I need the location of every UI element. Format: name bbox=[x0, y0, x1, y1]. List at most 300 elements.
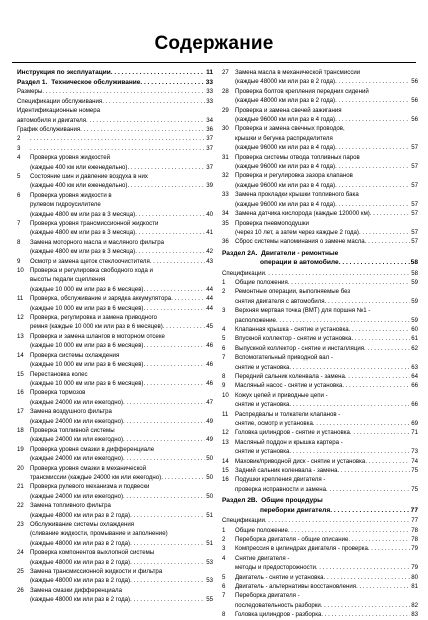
toc-entry-text: (каждые 4800 км или раз в 3 месяца) bbox=[30, 210, 136, 218]
toc-page-number: 41 bbox=[206, 229, 213, 237]
dot-leader bbox=[370, 209, 410, 218]
toc-page-number: 45 bbox=[206, 323, 213, 331]
toc-page-number: 49 bbox=[206, 417, 213, 425]
page-title: Содержание bbox=[154, 33, 274, 54]
toc-entry-text: (каждые 48000 км или раз в 2 года) bbox=[30, 539, 131, 547]
toc-entry bbox=[222, 124, 418, 152]
toc-entry-line bbox=[17, 445, 213, 454]
toc-entry-body bbox=[222, 516, 418, 525]
toc-page-number: 77 bbox=[411, 517, 418, 525]
toc-entry-text: Спецификации bbox=[222, 517, 265, 525]
toc-entry-text: Спецификации обслуживания bbox=[17, 97, 103, 105]
toc-entry-body bbox=[17, 68, 213, 77]
toc-entry-text: (каждые 4800 км или раз в 3 месяца) bbox=[30, 229, 136, 237]
section-title: операции в автомобиле bbox=[260, 259, 339, 267]
toc-entry-text: Проверка и замена свечных проводов, bbox=[235, 125, 345, 133]
toc-page-number: 56 bbox=[411, 97, 418, 105]
dot-leader bbox=[123, 435, 205, 444]
dot-leader bbox=[143, 341, 205, 350]
toc-entry-number: 2 bbox=[222, 288, 226, 296]
section-heading bbox=[222, 249, 418, 268]
toc-entry-line bbox=[222, 419, 418, 428]
toc-entry-text: Перестановка колес bbox=[30, 370, 88, 378]
toc-entry bbox=[17, 144, 213, 153]
toc-entry bbox=[222, 306, 418, 325]
toc-page-number: 59 bbox=[411, 297, 418, 305]
toc-page-number: 40 bbox=[206, 210, 213, 218]
dot-leader bbox=[143, 379, 205, 388]
toc-entry-line bbox=[222, 554, 418, 563]
toc-entry-body bbox=[235, 181, 418, 190]
toc-entry-text: (каждые 24000 км или ежегодно) bbox=[30, 492, 124, 500]
toc-entry-text: Двигатель - снятие и установка bbox=[235, 573, 324, 581]
dot-leader bbox=[30, 134, 205, 143]
dot-leader bbox=[342, 381, 410, 390]
toc-entry-body bbox=[235, 535, 418, 544]
toc-entry bbox=[222, 381, 418, 390]
toc-entry bbox=[222, 237, 418, 246]
toc-entry-text: (каждые 48000 км или раз в 2 года) bbox=[30, 558, 131, 566]
toc-entry-text: (каждые 96000 км или раз в 4 года) bbox=[235, 200, 336, 208]
toc-entry-text: Проверка и регулировка свободного хода и bbox=[30, 267, 153, 275]
toc-page-number: 78 bbox=[411, 535, 418, 543]
toc-entry-text: Впускной коллектор - снятие и установка bbox=[235, 335, 352, 343]
toc-entry-number: 13 bbox=[17, 332, 24, 340]
toc-page-number: 78 bbox=[411, 526, 418, 534]
toc-entry-text: Выпускной коллектор - снятие и инсталляция bbox=[235, 344, 365, 352]
toc-entry-number: 23 bbox=[17, 521, 24, 528]
dot-leader bbox=[102, 97, 205, 106]
toc-page-number: 57 bbox=[411, 181, 418, 189]
toc-entry-text: высоты педали сцепления bbox=[30, 276, 106, 284]
toc-entry-line bbox=[222, 228, 418, 237]
toc-entry bbox=[222, 334, 418, 343]
toc-entry bbox=[17, 407, 213, 426]
toc-entry-body bbox=[30, 228, 213, 237]
toc-entry-text: Замена масла в механической трансмиссии bbox=[235, 69, 361, 76]
toc-entry-text: Масляный поддон и крышка картера - bbox=[235, 438, 343, 446]
toc-page-number: 62 bbox=[411, 344, 418, 352]
toc-entry-text: Маховик/приводной диск - снятие и установка bbox=[235, 457, 366, 465]
toc-entry-text: Двигатель - альтернативы восстановления bbox=[235, 582, 357, 590]
toc-entry-line bbox=[222, 475, 418, 484]
toc-entry-text: Общие положения bbox=[235, 278, 288, 286]
dot-leader bbox=[140, 78, 204, 87]
toc-entry-text: Замена воздушного фильтра bbox=[30, 408, 112, 416]
toc-entry bbox=[222, 209, 418, 218]
toc-entry-body bbox=[235, 381, 418, 390]
toc-entry bbox=[17, 445, 213, 464]
toc-entry bbox=[222, 410, 418, 429]
section-heading bbox=[222, 496, 418, 515]
toc-entry-text: Замена датчика кислорода (каждые 120000 км) bbox=[235, 210, 370, 218]
toc-entry-text: Головка цилиндров - снятие и установка bbox=[235, 429, 350, 437]
toc-entry bbox=[17, 388, 213, 407]
toc-entry-line bbox=[17, 482, 213, 491]
toc-page-number: 71 bbox=[411, 429, 418, 437]
toc-entry-line bbox=[17, 388, 213, 397]
section-body bbox=[260, 506, 418, 515]
dot-leader bbox=[163, 322, 205, 331]
toc-entry-number: 12 bbox=[17, 314, 24, 322]
toc-entry bbox=[222, 535, 418, 544]
toc-entry-body bbox=[30, 473, 213, 482]
toc-entry bbox=[17, 304, 213, 313]
toc-entry-body bbox=[30, 163, 213, 172]
dot-leader bbox=[339, 258, 410, 267]
toc-entry bbox=[17, 97, 213, 106]
toc-entry bbox=[17, 379, 213, 388]
dot-leader bbox=[135, 247, 205, 256]
toc-entry-line bbox=[222, 391, 418, 400]
section-title: Техническое обслуживание bbox=[51, 78, 141, 86]
dot-leader bbox=[338, 466, 411, 475]
toc-entry-text: Проверка тормозов bbox=[30, 389, 86, 397]
toc-entry-text: трансмиссии (каждые 24000 км или ежегодно) bbox=[30, 473, 162, 481]
toc-page-number: 82 bbox=[411, 601, 418, 609]
toc-entry-body bbox=[235, 563, 418, 572]
toc-entry-line bbox=[222, 591, 418, 600]
toc-entry bbox=[222, 344, 418, 353]
toc-entry-line bbox=[17, 294, 213, 303]
toc-entry-line: Идентификационные номера bbox=[17, 107, 101, 115]
toc-entry-line bbox=[222, 601, 418, 610]
toc-entry bbox=[17, 482, 213, 501]
toc-entry-text: Клапанная крышка - снятие и установка bbox=[235, 325, 349, 333]
toc-entry-body bbox=[235, 297, 418, 306]
toc-entry-number: 33 bbox=[222, 191, 229, 199]
section-number: Раздел 2А. bbox=[222, 249, 262, 257]
toc-page-number: 37 bbox=[206, 135, 213, 143]
toc-entry-line bbox=[17, 351, 213, 360]
toc-entry-text: последовательность разборки bbox=[235, 601, 321, 609]
toc-entry bbox=[222, 278, 418, 287]
dot-leader bbox=[80, 125, 205, 134]
toc-entry bbox=[17, 548, 213, 567]
toc-page-number: 50 bbox=[206, 473, 213, 481]
dot-leader bbox=[30, 144, 205, 153]
toc-entry-body bbox=[17, 97, 213, 106]
toc-page-number: 61 bbox=[411, 335, 418, 343]
toc-entry-line bbox=[17, 464, 213, 473]
dot-leader bbox=[313, 419, 410, 428]
dot-leader bbox=[288, 278, 410, 287]
toc-entry-number: 3 bbox=[222, 307, 226, 315]
dot-leader bbox=[265, 516, 410, 525]
toc-entry-text: Проверка и замена свечей зажигания bbox=[235, 106, 342, 114]
toc-entry-text: (каждые 96000 км или раз в 4 года) bbox=[235, 116, 336, 124]
dot-leader bbox=[316, 563, 410, 572]
toc-entry bbox=[17, 172, 213, 191]
toc-entry bbox=[17, 370, 213, 379]
toc-entry-body bbox=[235, 200, 418, 209]
toc-entry-text: расположение bbox=[235, 316, 276, 324]
toc-entry-text: Размеры bbox=[17, 88, 43, 96]
toc-entry-text: Переборка двигателя - общие описание bbox=[235, 535, 349, 543]
toc-entry-text: Головка цилиндров - разборка bbox=[235, 611, 322, 619]
toc-entry-text: (каждые 24000 км или ежегодно) bbox=[30, 436, 124, 444]
toc-entry-line bbox=[222, 353, 418, 362]
toc-entry-line bbox=[17, 210, 213, 219]
toc-page-number: 51 bbox=[206, 539, 213, 547]
toc-page-number: 51 bbox=[206, 511, 213, 519]
toc-entry-text: автомобиля и двигателя bbox=[17, 116, 87, 124]
toc-entry-text: (каждые 10 000 км или раз в 6 месяцев) bbox=[30, 379, 144, 387]
toc-entry bbox=[222, 544, 418, 553]
toc-page-number: 44 bbox=[206, 285, 213, 293]
toc-entry-line bbox=[17, 379, 213, 388]
toc-entry bbox=[17, 520, 213, 548]
toc-entry-text: (каждые 10 000 км или раз в 6 месяцев) bbox=[30, 361, 144, 369]
toc-entry-body bbox=[235, 325, 418, 334]
toc-entry-line bbox=[17, 275, 213, 284]
toc-entry-text: снятие и установка bbox=[235, 363, 290, 371]
toc-page-number: 57 bbox=[411, 163, 418, 171]
toc-entry-body bbox=[30, 417, 213, 426]
toc-entry-line bbox=[17, 172, 213, 181]
dot-leader bbox=[289, 400, 410, 409]
section-heading-line bbox=[222, 258, 418, 267]
toc-entry-line bbox=[222, 287, 418, 296]
toc-entry-number: 14 bbox=[222, 457, 229, 465]
toc-entry-number: 22 bbox=[17, 502, 24, 510]
toc-entry bbox=[222, 526, 418, 535]
toc-entry-line bbox=[17, 313, 213, 322]
toc-entry bbox=[17, 87, 213, 96]
toc-entry-line bbox=[17, 238, 213, 247]
toc-entry-line bbox=[17, 539, 213, 548]
toc-entry-number: 5 bbox=[222, 573, 226, 581]
toc-entry-number: 14 bbox=[17, 351, 24, 359]
toc-entry bbox=[222, 68, 418, 87]
toc-entry bbox=[222, 372, 418, 381]
toc-page-number: 60 bbox=[411, 325, 418, 333]
toc-entry-text: (каждые 48000 км или раз в 2 года) bbox=[235, 97, 336, 105]
toc-entry-number: 4 bbox=[222, 325, 226, 333]
dot-leader bbox=[324, 573, 411, 582]
dot-leader bbox=[335, 162, 410, 171]
dot-leader bbox=[289, 363, 410, 372]
toc-entry bbox=[17, 351, 213, 370]
dot-leader bbox=[130, 595, 205, 604]
toc-entry-line bbox=[222, 573, 418, 582]
toc-page-number: 39 bbox=[206, 182, 213, 190]
toc-entry bbox=[222, 287, 418, 306]
toc-entry bbox=[222, 353, 418, 372]
toc-page-number: 50 bbox=[206, 455, 213, 463]
toc-entry bbox=[17, 332, 213, 351]
dot-leader bbox=[127, 163, 205, 172]
toc-page-number: 57 bbox=[411, 144, 418, 152]
toc-entry-line bbox=[17, 576, 213, 585]
dot-leader bbox=[135, 210, 205, 219]
toc-entry-line bbox=[17, 586, 213, 595]
toc-entry-text: Осмотр и замена щеток стеклоочистителя bbox=[30, 257, 150, 265]
toc-page-number: 43 bbox=[206, 257, 213, 265]
toc-entry-text: Проверка уровня трансмиссионной жидкости bbox=[30, 220, 159, 227]
toc-entry-text: (каждые 10 000 км или раз в 6 месяцев) bbox=[30, 304, 144, 312]
toc-entry-text: Спецификации bbox=[222, 269, 265, 277]
toc-entry-number: 8 bbox=[222, 611, 226, 619]
toc-entry-text: (каждые 96000 км или раз в 4 года) bbox=[235, 163, 336, 171]
toc-entry bbox=[17, 313, 213, 332]
toc-entry-body bbox=[30, 134, 213, 143]
toc-entry-body bbox=[30, 398, 213, 407]
toc-entry-line bbox=[222, 124, 418, 133]
toc-entry-line bbox=[222, 190, 418, 199]
toc-entry-line bbox=[17, 558, 213, 567]
toc-entry-line bbox=[17, 398, 213, 407]
dot-leader bbox=[321, 610, 410, 619]
toc-entry-number: 5 bbox=[17, 172, 21, 180]
toc-page-number: 49 bbox=[206, 436, 213, 444]
toc-entry-line bbox=[222, 87, 418, 96]
dot-leader bbox=[127, 181, 205, 190]
toc-entry bbox=[222, 106, 418, 115]
toc-entry-line bbox=[222, 381, 418, 390]
toc-entry-line bbox=[222, 68, 418, 77]
toc-entry-line bbox=[17, 435, 213, 444]
toc-entry-body bbox=[235, 457, 418, 466]
toc-entry-number: 26 bbox=[17, 586, 24, 594]
toc-entry-line bbox=[222, 171, 418, 180]
toc-entry-line bbox=[17, 191, 213, 200]
toc-entry-line bbox=[222, 563, 418, 572]
toc-entry-line bbox=[222, 438, 418, 447]
toc-entry-text: Кожух цепей и приводные цепи - bbox=[235, 391, 328, 399]
toc-entry-text: Проверка системы охлаждения bbox=[30, 351, 120, 359]
toc-entry-body bbox=[30, 454, 213, 463]
toc-page-number: 75 bbox=[411, 467, 418, 475]
toc-entry-line bbox=[222, 200, 418, 209]
title-divider bbox=[12, 62, 416, 63]
toc-entry-body bbox=[235, 428, 418, 437]
toc-entry bbox=[222, 391, 418, 410]
toc-entry bbox=[222, 269, 418, 278]
toc-entry-text: Замена топливного фильтра bbox=[30, 502, 111, 510]
toc-entry-text: Проверка рулевого механизма и подвески bbox=[30, 483, 150, 491]
toc-page-number: 73 bbox=[411, 448, 418, 456]
toc-entry-number: 30 bbox=[222, 125, 229, 133]
toc-entry bbox=[222, 573, 418, 582]
toc-page-number: 46 bbox=[206, 342, 213, 350]
toc-entry-text: Передний сальник коленвала - замена bbox=[235, 373, 345, 380]
toc-entry-number: 4 bbox=[222, 554, 226, 562]
toc-entry-body bbox=[235, 77, 418, 86]
toc-entry-line bbox=[222, 297, 418, 306]
toc-entry-body bbox=[235, 582, 418, 591]
toc-entry-text: (каждые 24000 км или ежегодно) bbox=[30, 398, 124, 406]
section-title: Двигатели - ремонтные bbox=[261, 249, 339, 257]
toc-entry-line bbox=[17, 426, 213, 435]
dot-leader bbox=[325, 297, 411, 306]
toc-entry-text: Компрессия в цилиндрах двигателя - проверка bbox=[235, 545, 368, 553]
toc-page-number: 36 bbox=[206, 125, 213, 133]
toc-entry bbox=[222, 115, 418, 124]
toc-entry-line bbox=[17, 417, 213, 426]
toc-page-number: 63 bbox=[411, 363, 418, 371]
toc-entry-text: снятие и установка bbox=[235, 448, 290, 456]
toc-entry-number: 9 bbox=[17, 257, 21, 265]
toc-entry-text: крышки и бегунка распределителя bbox=[235, 134, 333, 142]
toc-entry-body bbox=[235, 544, 418, 553]
toc-entry-number: 7 bbox=[222, 592, 226, 600]
toc-entry-body bbox=[30, 492, 213, 501]
toc-entry-text: Состояние шин и давление воздуха в них bbox=[30, 172, 148, 180]
toc-page-number: 64 bbox=[411, 373, 418, 380]
toc-entry bbox=[222, 582, 418, 591]
toc-entry-body bbox=[30, 539, 213, 548]
toc-entry-text: Замена смазки дифференциала bbox=[30, 586, 122, 594]
toc-entry-line bbox=[17, 219, 213, 228]
toc-entry-line bbox=[17, 116, 213, 125]
toc-entry-line bbox=[17, 181, 213, 190]
toc-entry-text: снятие, осмотр и установка bbox=[235, 420, 313, 428]
toc-entry-line bbox=[17, 304, 213, 313]
toc-entry-text: (каждые 400 км или еженедельно) bbox=[30, 182, 128, 190]
toc-entry-line bbox=[222, 209, 418, 218]
toc-entry bbox=[17, 464, 213, 483]
dot-leader bbox=[161, 473, 205, 482]
toc-entry-body bbox=[235, 419, 418, 428]
dot-leader bbox=[123, 492, 205, 501]
toc-entry-line bbox=[17, 360, 213, 369]
toc-entry-text: Обслуживание системы охлаждения bbox=[30, 521, 135, 528]
dot-leader bbox=[350, 428, 410, 437]
toc-entry-body bbox=[30, 595, 213, 604]
toc-entry bbox=[222, 466, 418, 475]
toc-entry-number: 13 bbox=[222, 438, 229, 446]
toc-left-column bbox=[17, 68, 213, 605]
toc-entry-number: 24 bbox=[17, 549, 24, 557]
dot-leader bbox=[143, 285, 205, 294]
toc-page-number: 81 bbox=[411, 582, 418, 590]
toc-entry-text: Проверка уровня жидкостей bbox=[30, 154, 111, 162]
toc-entry-line bbox=[222, 535, 418, 544]
section-number: Раздел 2В. bbox=[222, 497, 262, 505]
toc-page-number: 66 bbox=[411, 382, 418, 390]
toc-entry-body bbox=[30, 144, 213, 153]
toc-entry-text: Проверка системы отвода топливных паров bbox=[235, 153, 360, 161]
toc-entry-line bbox=[17, 257, 213, 266]
dot-leader bbox=[335, 96, 410, 105]
dot-leader bbox=[123, 398, 205, 407]
toc-entry-line bbox=[17, 520, 213, 529]
toc-page-number: 37 bbox=[206, 144, 213, 152]
toc-entry-line bbox=[17, 595, 213, 604]
toc-entry-body bbox=[30, 370, 213, 379]
toc-entry-number: 5 bbox=[222, 335, 226, 343]
toc-entry-body bbox=[235, 400, 418, 409]
toc-entry-text: снятия двигателя с автомобиля bbox=[235, 297, 325, 305]
toc-entry-text: проверка исправности и замена bbox=[235, 485, 326, 493]
toc-page-number: 56 bbox=[411, 116, 418, 124]
toc-entry-number: 29 bbox=[222, 106, 229, 114]
dot-leader bbox=[365, 457, 410, 466]
toc-entry-number: 7 bbox=[17, 220, 21, 227]
toc-entry-line bbox=[17, 266, 213, 275]
toc-page-number: 58 bbox=[410, 259, 418, 267]
toc-entry-number: 16 bbox=[17, 389, 24, 397]
toc-entry-line bbox=[222, 400, 418, 409]
toc-entry-line bbox=[17, 200, 213, 209]
toc-entry-number: 32 bbox=[222, 172, 229, 180]
toc-entry-line bbox=[17, 144, 213, 153]
toc-entry-line bbox=[17, 370, 213, 379]
toc-entry-line bbox=[222, 181, 418, 190]
toc-entry-line bbox=[222, 544, 418, 553]
toc-entry-number: 12 bbox=[222, 429, 229, 437]
